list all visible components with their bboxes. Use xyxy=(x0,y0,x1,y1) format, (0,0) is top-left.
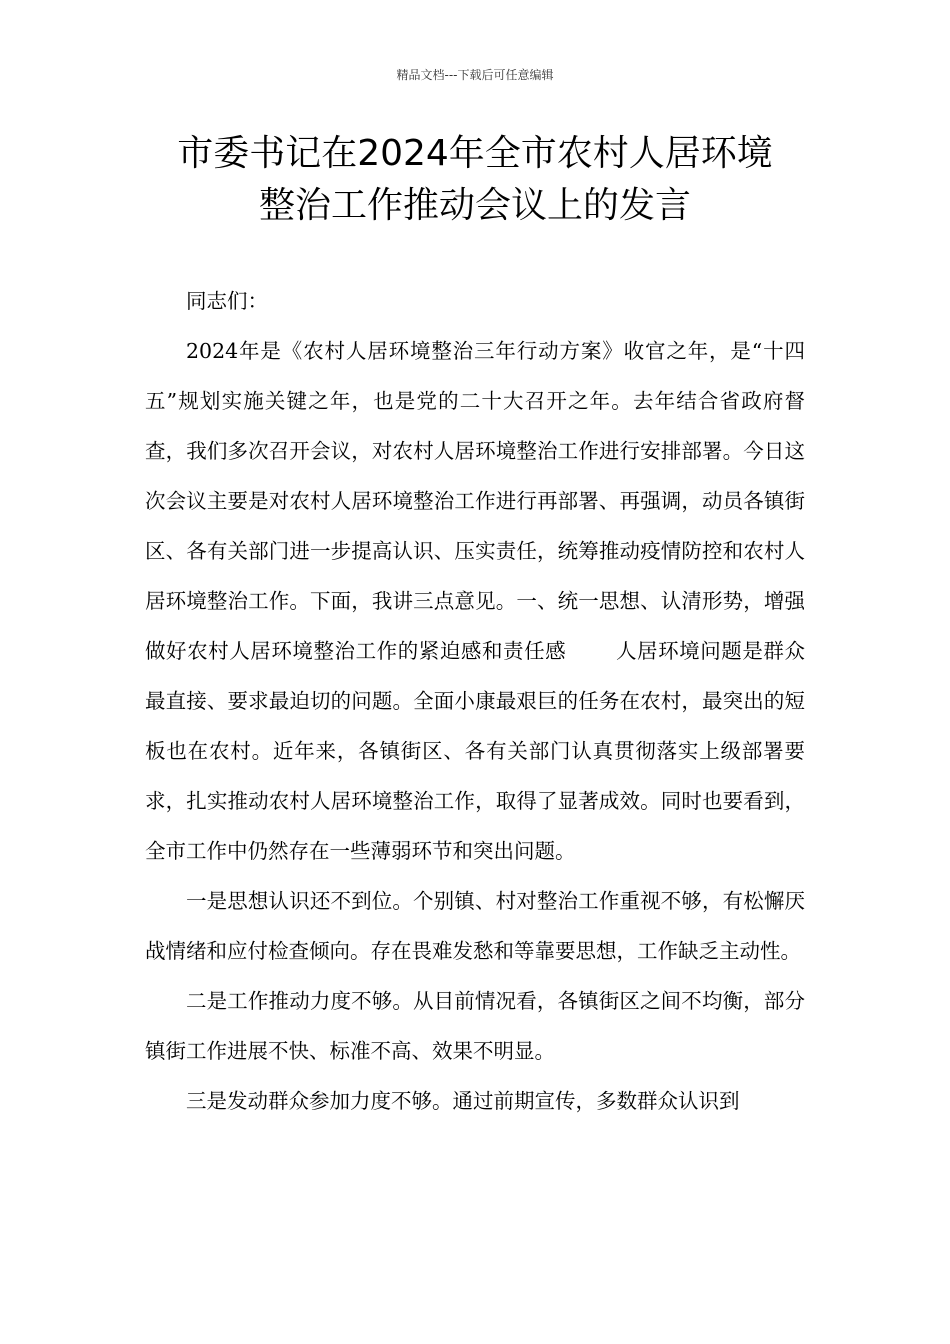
document-title xyxy=(0,128,950,232)
paragraph-intro-continuation: 人居环境问题是群众最直接、要求最迫切的问题。全面小康最艰巨的任务在农村，最突出的短板也在农村。近年来，各镇街区、各有关部门认真贯彻落实上级部署要求，扎实推动农村人居环境整治工作，取得了显著成效。同时也要看到，全市工作中仍然存在一些薄弱环节和突出问题。 xyxy=(145,639,805,863)
paragraph-intro xyxy=(145,326,805,876)
paragraph-point-1: 一是思想认识还不到位。个别镇、村对整治工作重视不够，有松懈厌战情绪和应付检查倾向。存在畏难发愁和等靠要思想，工作缺乏主动性。 xyxy=(145,889,805,963)
salutation: 同志们： xyxy=(186,289,268,313)
title-line-1: 市委书记在2024年全市农村人居环境 xyxy=(177,133,773,174)
document-body xyxy=(145,276,805,1126)
title-line-2: 整治工作推动会议上的发言 xyxy=(258,185,691,226)
page-header: 精品文档---下载后可任意编辑 xyxy=(396,68,554,82)
paragraph-point-2: 二是工作推动力度不够。从目前情况看，各镇街区之间不均衡，部分镇街工作进展不快、标准不高、效果不明显。 xyxy=(145,989,805,1063)
paragraph-point-3: 三是发动群众参加力度不够。通过前期宣传，多数群众认识到 xyxy=(186,1089,740,1113)
paragraph-intro-text: 2024年是《农村人居环境整治三年行动方案》收官之年，是“十四五”规划实施关键之年，也是党的二十大召开之年。去年结合省政府督查，我们多次召开会议，对农村人居环境整治工作进行安排部署。今日这次会议主要是对农村人居环境整治工作进行再部署、再强调，动员各镇街区、各有关部门进一步提高认识、压实责任，统筹推动疫情防控和农村人居环境整治工作。下面，我讲三点意见。一、统一思想、认清形势，增强做好农村人居环境整治工作的紧迫感和责任感 xyxy=(145,339,805,663)
